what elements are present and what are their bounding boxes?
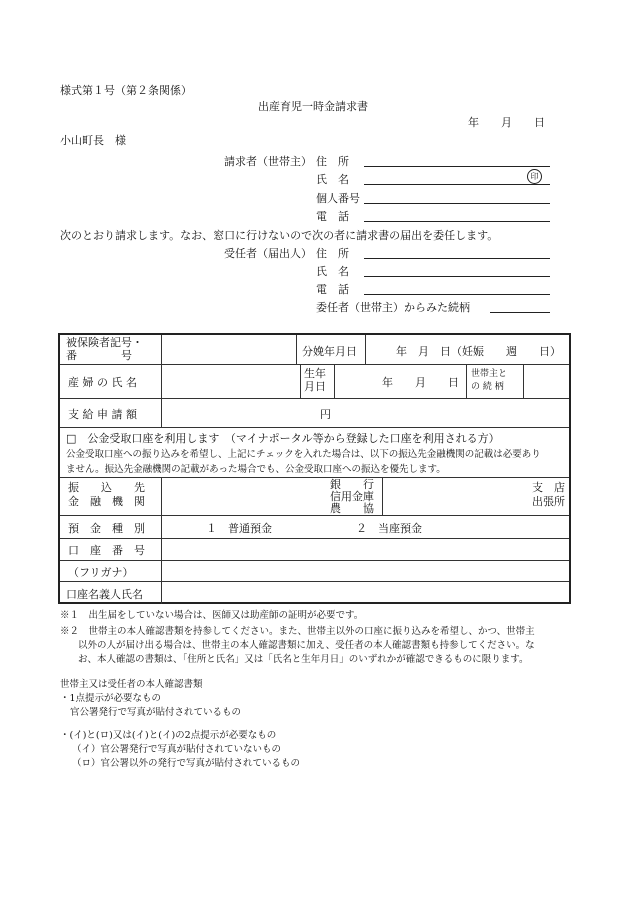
id-docs-two-items-ro: （ロ）官公署以外の発行で写真が貼付されているもの [72,758,301,769]
public-account-checkbox[interactable]: □ 公金受取口座を利用します （マイナポータル等から登録した口座を利用される方） [66,432,500,445]
birth-date-label: 生年 月日 [304,367,326,393]
delivery-date-field[interactable]: 年 月 日（妊娠 週 日） [396,345,561,358]
insured-number-field[interactable] [164,337,294,362]
deposit-type-label: 預 金 種 別 [68,522,145,535]
seal-mark: 印 [527,169,542,184]
agent-address-label: 住 所 [316,247,349,260]
requester-phone-field[interactable] [364,221,550,222]
account-number-field[interactable] [164,540,564,558]
relation-field[interactable] [526,366,568,396]
amount-field[interactable] [164,400,344,425]
delegation-text: 次のとおり請求します。なお、窓口に行けないので次の者に請求書の届出を委任します。 [60,229,499,242]
furigana-label: （フリガナ） [68,566,134,579]
branch-name-field[interactable] [386,479,526,513]
id-docs-two-items-i: （イ）官公署発行で写真が貼付されていないもの [72,744,282,755]
bank-name-field[interactable] [164,479,334,513]
document-title: 出産育児一時金請求書 [258,100,368,113]
agent-name-field[interactable] [364,276,550,277]
agent-role: 受任者（届出人） [224,247,312,260]
id-docs-two-items: ・(イ)と(ロ)又は(イ)と(イ)の2点提示が必要なもの [60,730,277,741]
public-account-note-1: 公金受取口座への振り込みを希望し、上記にチェックを入れた場合は、以下の振込先金融機関の記載は必要あり [66,449,541,460]
note-2-line-3: お、本人確認の書類は、「住所と氏名」又は「氏名と生年月日」のいずれかが確認できるものに限ります。 [78,654,529,665]
deposit-option-current[interactable]: ２ 当座預金 [356,522,422,535]
amount-unit: 円 [320,408,331,421]
requester-address-label: 住 所 [316,155,349,168]
account-holder-field[interactable] [164,583,564,602]
requester-role: 請求者（世帯主） [224,155,312,168]
requester-personal-no-field[interactable] [364,203,550,204]
birth-date-field[interactable]: 年 月 日 [382,376,459,389]
bank-type-options[interactable]: 銀 行 信用金庫 農 協 [330,478,374,515]
agent-relation-field[interactable] [490,312,550,313]
mother-name-label: 産 婦 の 氏 名 [68,376,137,389]
date-field[interactable]: 年 月 日 [468,116,545,129]
insured-number-label: 被保険者記号・ 番 号 [66,336,143,362]
requester-phone-label: 電 話 [316,210,349,223]
id-docs-one-item-detail: 官公署発行で写真が貼付されているもの [70,707,242,718]
agent-relation-label: 委任者（世帯主）からみた続柄 [316,301,470,314]
agent-name-label: 氏 名 [316,265,349,278]
form-number: 様式第１号（第２条関係） [60,84,192,97]
requester-personal-no-label: 個人番号 [316,192,360,205]
note-2-line-1: ※２ 世帯主の本人確認書類を持参してください。また、世帯主以外の口座に振り込みを希望し、かつ、世帯主 [60,626,535,637]
requester-address-field[interactable] [364,166,550,167]
id-docs-one-item: ・1点提示が必要なもの [60,693,162,704]
requester-name-label: 氏 名 [316,173,349,186]
account-holder-label: 口座名義人氏名 [66,588,143,601]
agent-phone-field[interactable] [364,294,550,295]
note-1: ※１ 出生届をしていない場合は、医師又は助産師の証明が必要です。 [60,610,364,621]
relation-label: 世帯主と の 続 柄 [471,369,508,392]
account-number-label: 口 座 番 号 [68,544,145,557]
agent-phone-label: 電 話 [316,283,349,296]
amount-label: 支 給 申 請 額 [68,408,137,421]
delivery-date-label: 分娩年月日 [302,345,357,358]
note-2-line-2: 以外の人が届け出る場合は、世帯主の本人確認書類に加え、受任者の本人確認書類も持参してください。な [78,640,535,651]
bank-label: 振 込 先 金 融 機 関 [68,481,145,508]
application-table [58,333,571,604]
mother-name-field[interactable] [164,366,298,396]
deposit-option-ordinary[interactable]: １ 普通預金 [206,522,272,535]
agent-address-field[interactable] [364,258,550,259]
id-docs-heading: 世帯主又は受任者の本人確認書類 [60,679,203,690]
requester-name-field[interactable] [364,184,550,185]
furigana-field[interactable] [164,562,564,579]
public-account-note-2: ません。振込先金融機関の記載があった場合でも、公金受取口座への振込を優先します。 [66,464,446,475]
branch-type-options[interactable]: 支 店 出張所 [532,481,565,508]
addressee: 小山町長 様 [60,134,126,147]
